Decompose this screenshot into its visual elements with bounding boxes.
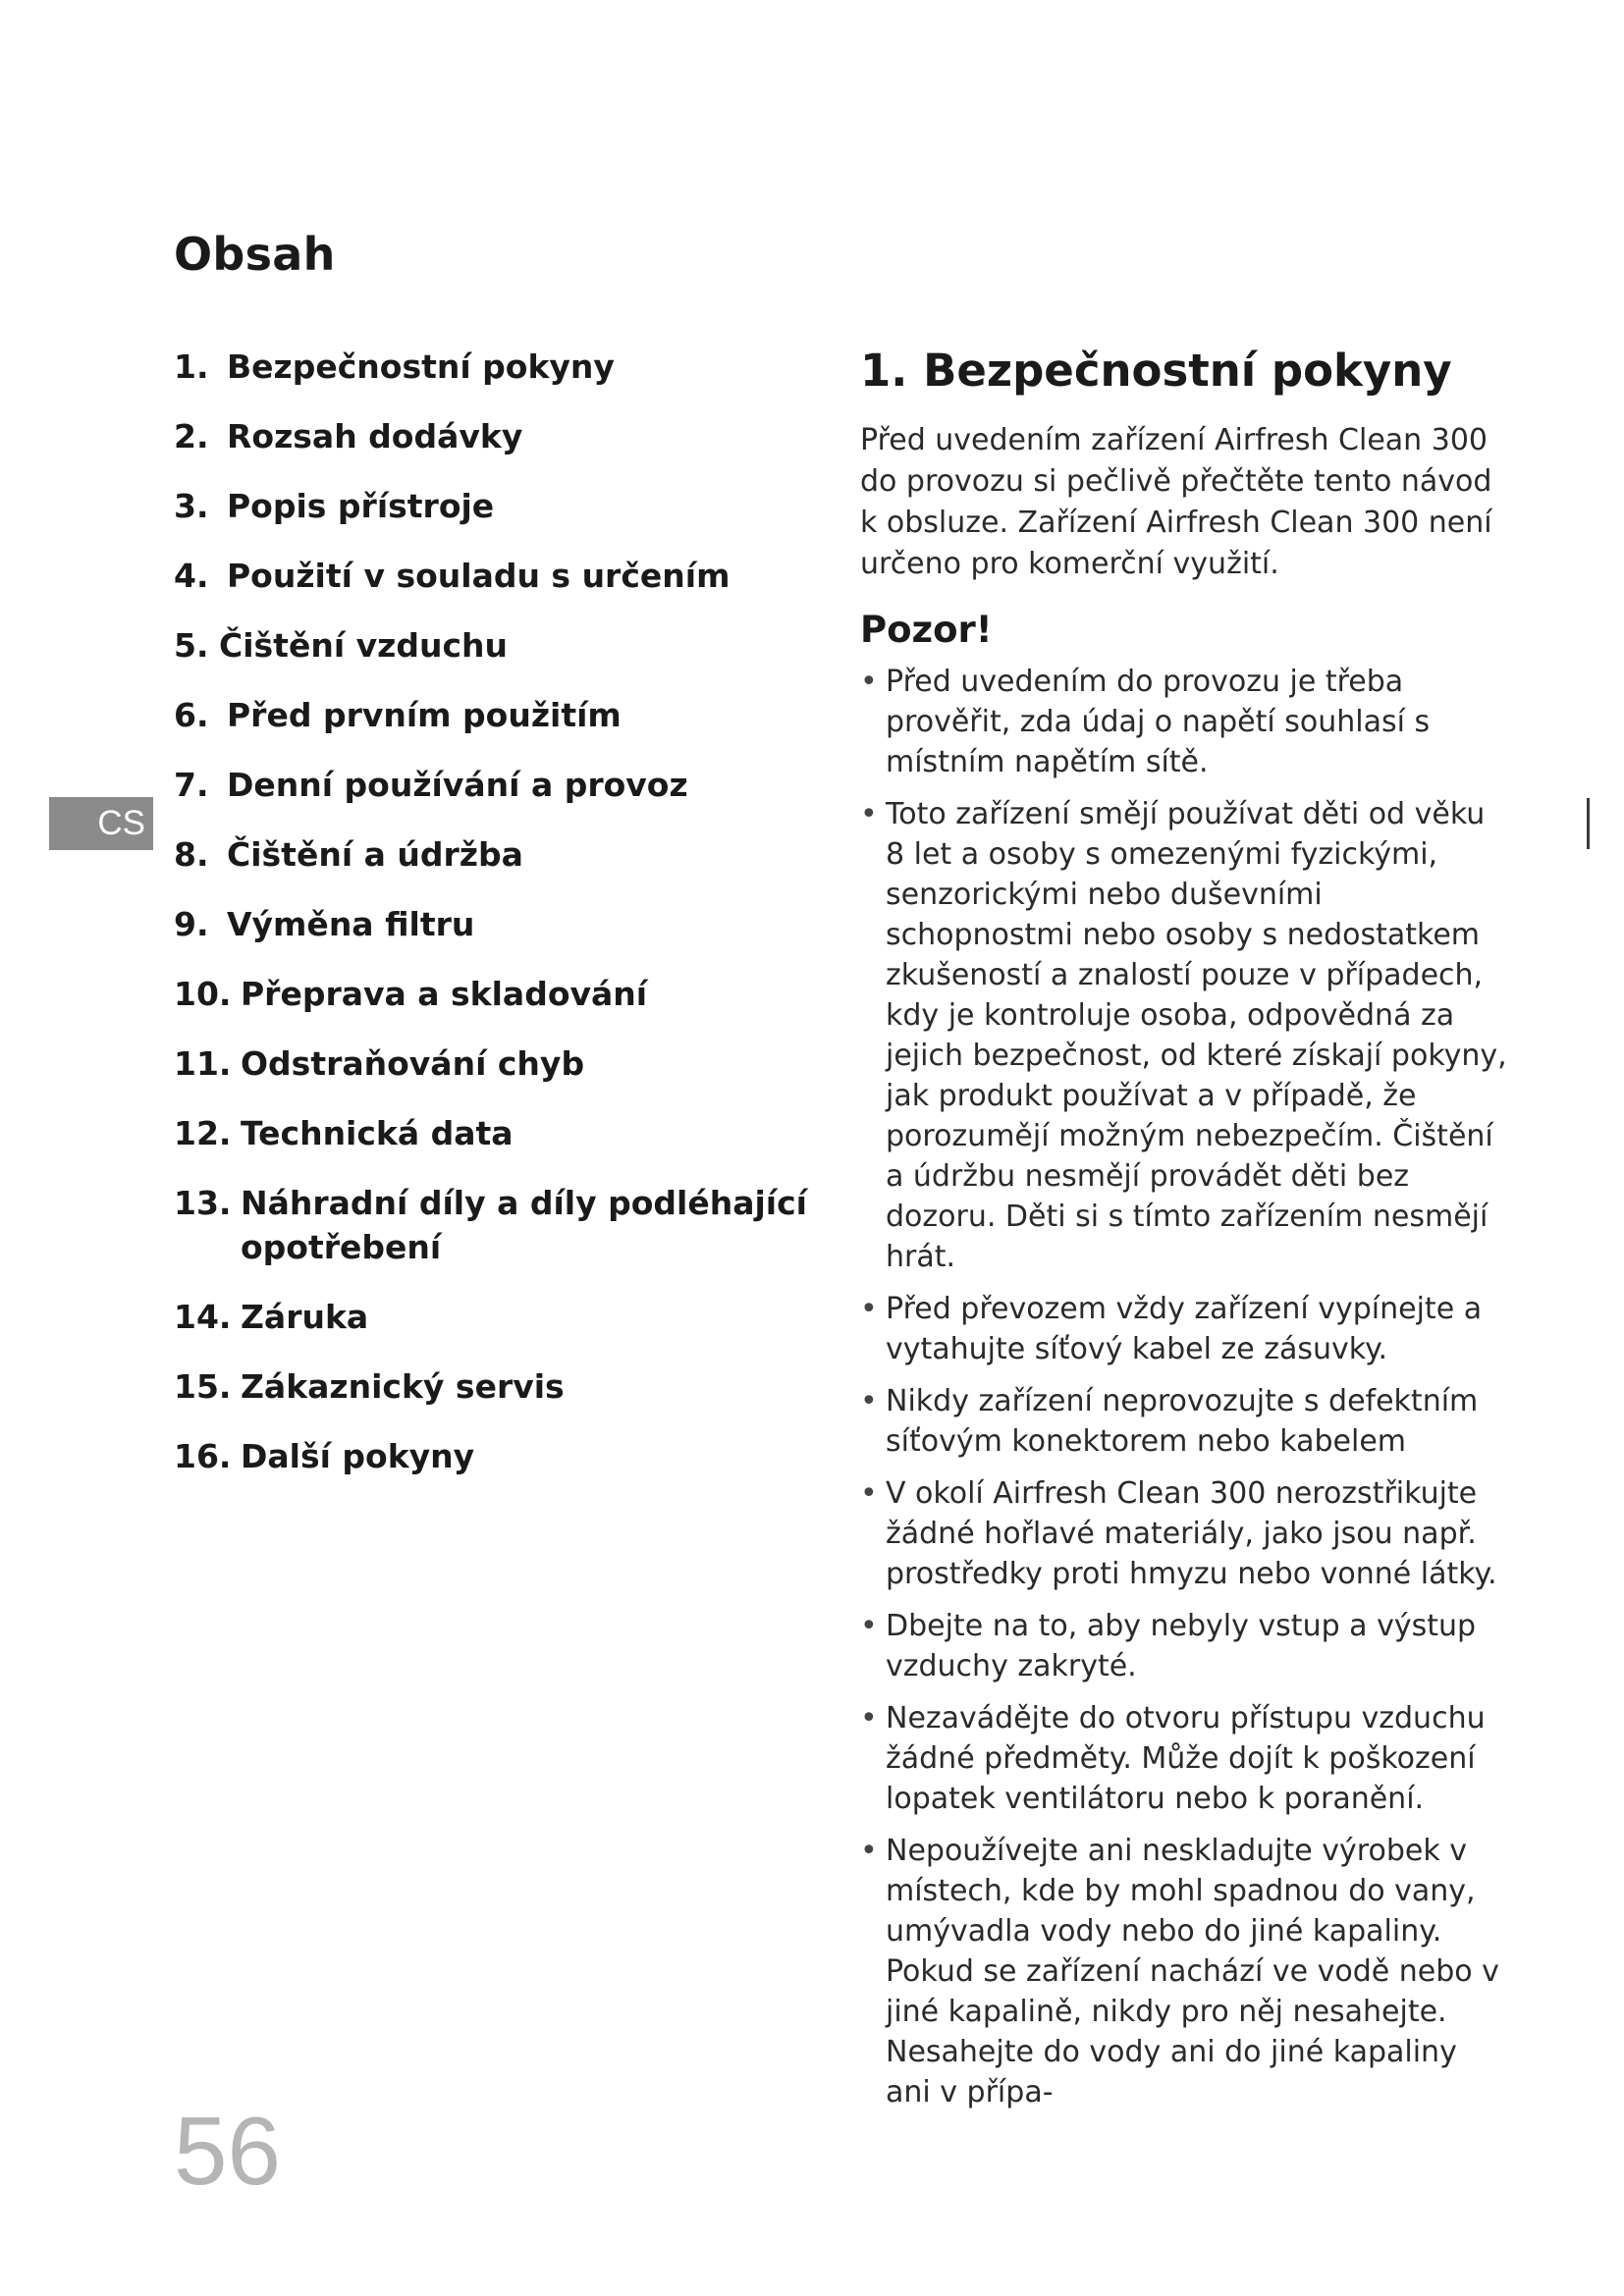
toc-item-label: Denní používání a provoz [227, 766, 688, 804]
warning-item: • Dbejte na to, aby nebyly vstup a výstup vzduchy zakryté. [860, 1606, 1508, 1686]
toc-item-number: 7. [174, 766, 209, 804]
toc-item-number: 2. [174, 417, 209, 455]
warning-list [860, 662, 1508, 2112]
toc-item-number: 6. [174, 696, 209, 734]
toc-item-label: Bezpečnostní pokyny [227, 347, 615, 386]
toc-item [174, 1364, 832, 1409]
page-title: Obsah [174, 228, 336, 281]
language-tab: CS [49, 797, 153, 850]
toc-item-number: 1. [174, 347, 209, 386]
warning-item: • Před uvedením do provozu je třeba prověřit, zda údaj o napětí souhlasí s místním napětím sítě. [860, 662, 1508, 782]
toc-item-label: Čištění vzduchu [219, 626, 509, 665]
toc-item-number: 3. [174, 487, 209, 525]
toc-item [174, 1434, 832, 1478]
warning-item: • Nezavádějte do otvoru přístupu vzduchu žádné předměty. Může dojít k poškození lopatek ventilátoru nebo k poranění. [860, 1698, 1508, 1819]
section-heading: 1. Bezpečnostní pokyny [860, 345, 1452, 397]
toc-item-number: 13. [174, 1184, 232, 1222]
toc-item-number: 11. [174, 1044, 232, 1083]
toc-item-label: Použití v souladu s určením [227, 557, 731, 595]
warning-item: • V okolí Airfresh Clean 300 nerozstřikujte žádné hořlavé materiály, jako jsou např. prostředky proti hmyzu nebo vonné látky. [860, 1473, 1508, 1594]
toc-item [174, 484, 832, 528]
toc-item [174, 763, 832, 807]
toc-item-label: Technická data [241, 1114, 514, 1152]
toc-item-label: Výměna filtru [227, 905, 475, 943]
warning-item: • Nepoužívejte ani neskladujte výrobek v místech, kde by mohl spadnou do vany, umývadla vody nebo do jiné kapaliny. Pokud se zařízení nachází ve vodě nebo v jiné kapalině, nikdy pro něj nesahejte. Nesahejte do vody ani do jiné kapaliny ani v přípa- [860, 1831, 1508, 2112]
toc-item-label: Před prvním použitím [227, 696, 622, 734]
toc-item-label: Čištění a údržba [227, 835, 523, 874]
toc-item [174, 1181, 832, 1269]
toc-item-number: 8. [174, 835, 209, 874]
warning-item: • Toto zařízení smějí používat děti od věku 8 let a osoby s omezenými fyzickými, senzorickými nebo duševními schopnostmi nebo osoby s nedostatkem zkušeností a znalostí pouze v případech, kdy je kontroluje osoba, odpovědná za jejich bezpečnost, od které získají pokyny, jak produkt používat a v případě, že porozumějí možným nebezpečím. Čištění a údržbu nesmějí provádět děti bez dozoru. Děti si s tímto zařízením nesmějí hrát. [860, 794, 1508, 1277]
toc-item [174, 1295, 832, 1339]
toc-item-label: Náhradní díly a díly podléhající opotřebení [241, 1184, 807, 1266]
toc-item-number: 4. [174, 557, 209, 595]
toc-item-number: 15. [174, 1367, 232, 1406]
toc-item [174, 902, 832, 946]
table-of-contents [174, 345, 832, 1504]
toc-item-label: Záruka [241, 1298, 369, 1336]
toc-item [174, 554, 832, 598]
toc-item [174, 693, 832, 737]
toc-item-label: Další pokyny [241, 1437, 475, 1475]
section-intro: Před uvedením zařízení Airfresh Clean 300 do provozu si pečlivě přečtěte tento návod k obsluze. Zařízení Airfresh Clean 300 není určeno pro komerční využití. [860, 423, 1492, 581]
toc-item-label: Zákaznický servis [241, 1367, 565, 1406]
toc-item-label: Rozsah dodávky [227, 417, 523, 455]
toc-item-number: 5. [174, 626, 209, 665]
toc-item [174, 414, 832, 458]
page-edge-marker [1587, 798, 1590, 849]
safety-section [860, 344, 1508, 2124]
toc-item-number: 12. [174, 1114, 232, 1152]
toc-item [174, 972, 832, 1016]
toc-item-label: Odstraňování chyb [241, 1044, 585, 1083]
toc-item [174, 623, 832, 667]
toc-item-label: Popis přístroje [227, 487, 495, 525]
toc-item [174, 345, 832, 389]
warning-item: • Nikdy zařízení neprovozujte s defektním síťovým konektorem nebo kabelem [860, 1381, 1508, 1462]
warning-heading: Pozor! [860, 609, 993, 651]
toc-item-number: 14. [174, 1298, 232, 1336]
toc-item-number: 10. [174, 975, 232, 1013]
warning-item: • Před převozem vždy zařízení vypínejte a vytahujte síťový kabel ze zásuvky. [860, 1289, 1508, 1369]
toc-item-number: 16. [174, 1437, 232, 1475]
toc-item-label: Přeprava a skladování [241, 975, 648, 1013]
toc-item [174, 832, 832, 877]
toc-item [174, 1111, 832, 1155]
page-number: 56 [174, 2097, 282, 2205]
toc-item [174, 1041, 832, 1086]
toc-item-number: 9. [174, 905, 209, 943]
